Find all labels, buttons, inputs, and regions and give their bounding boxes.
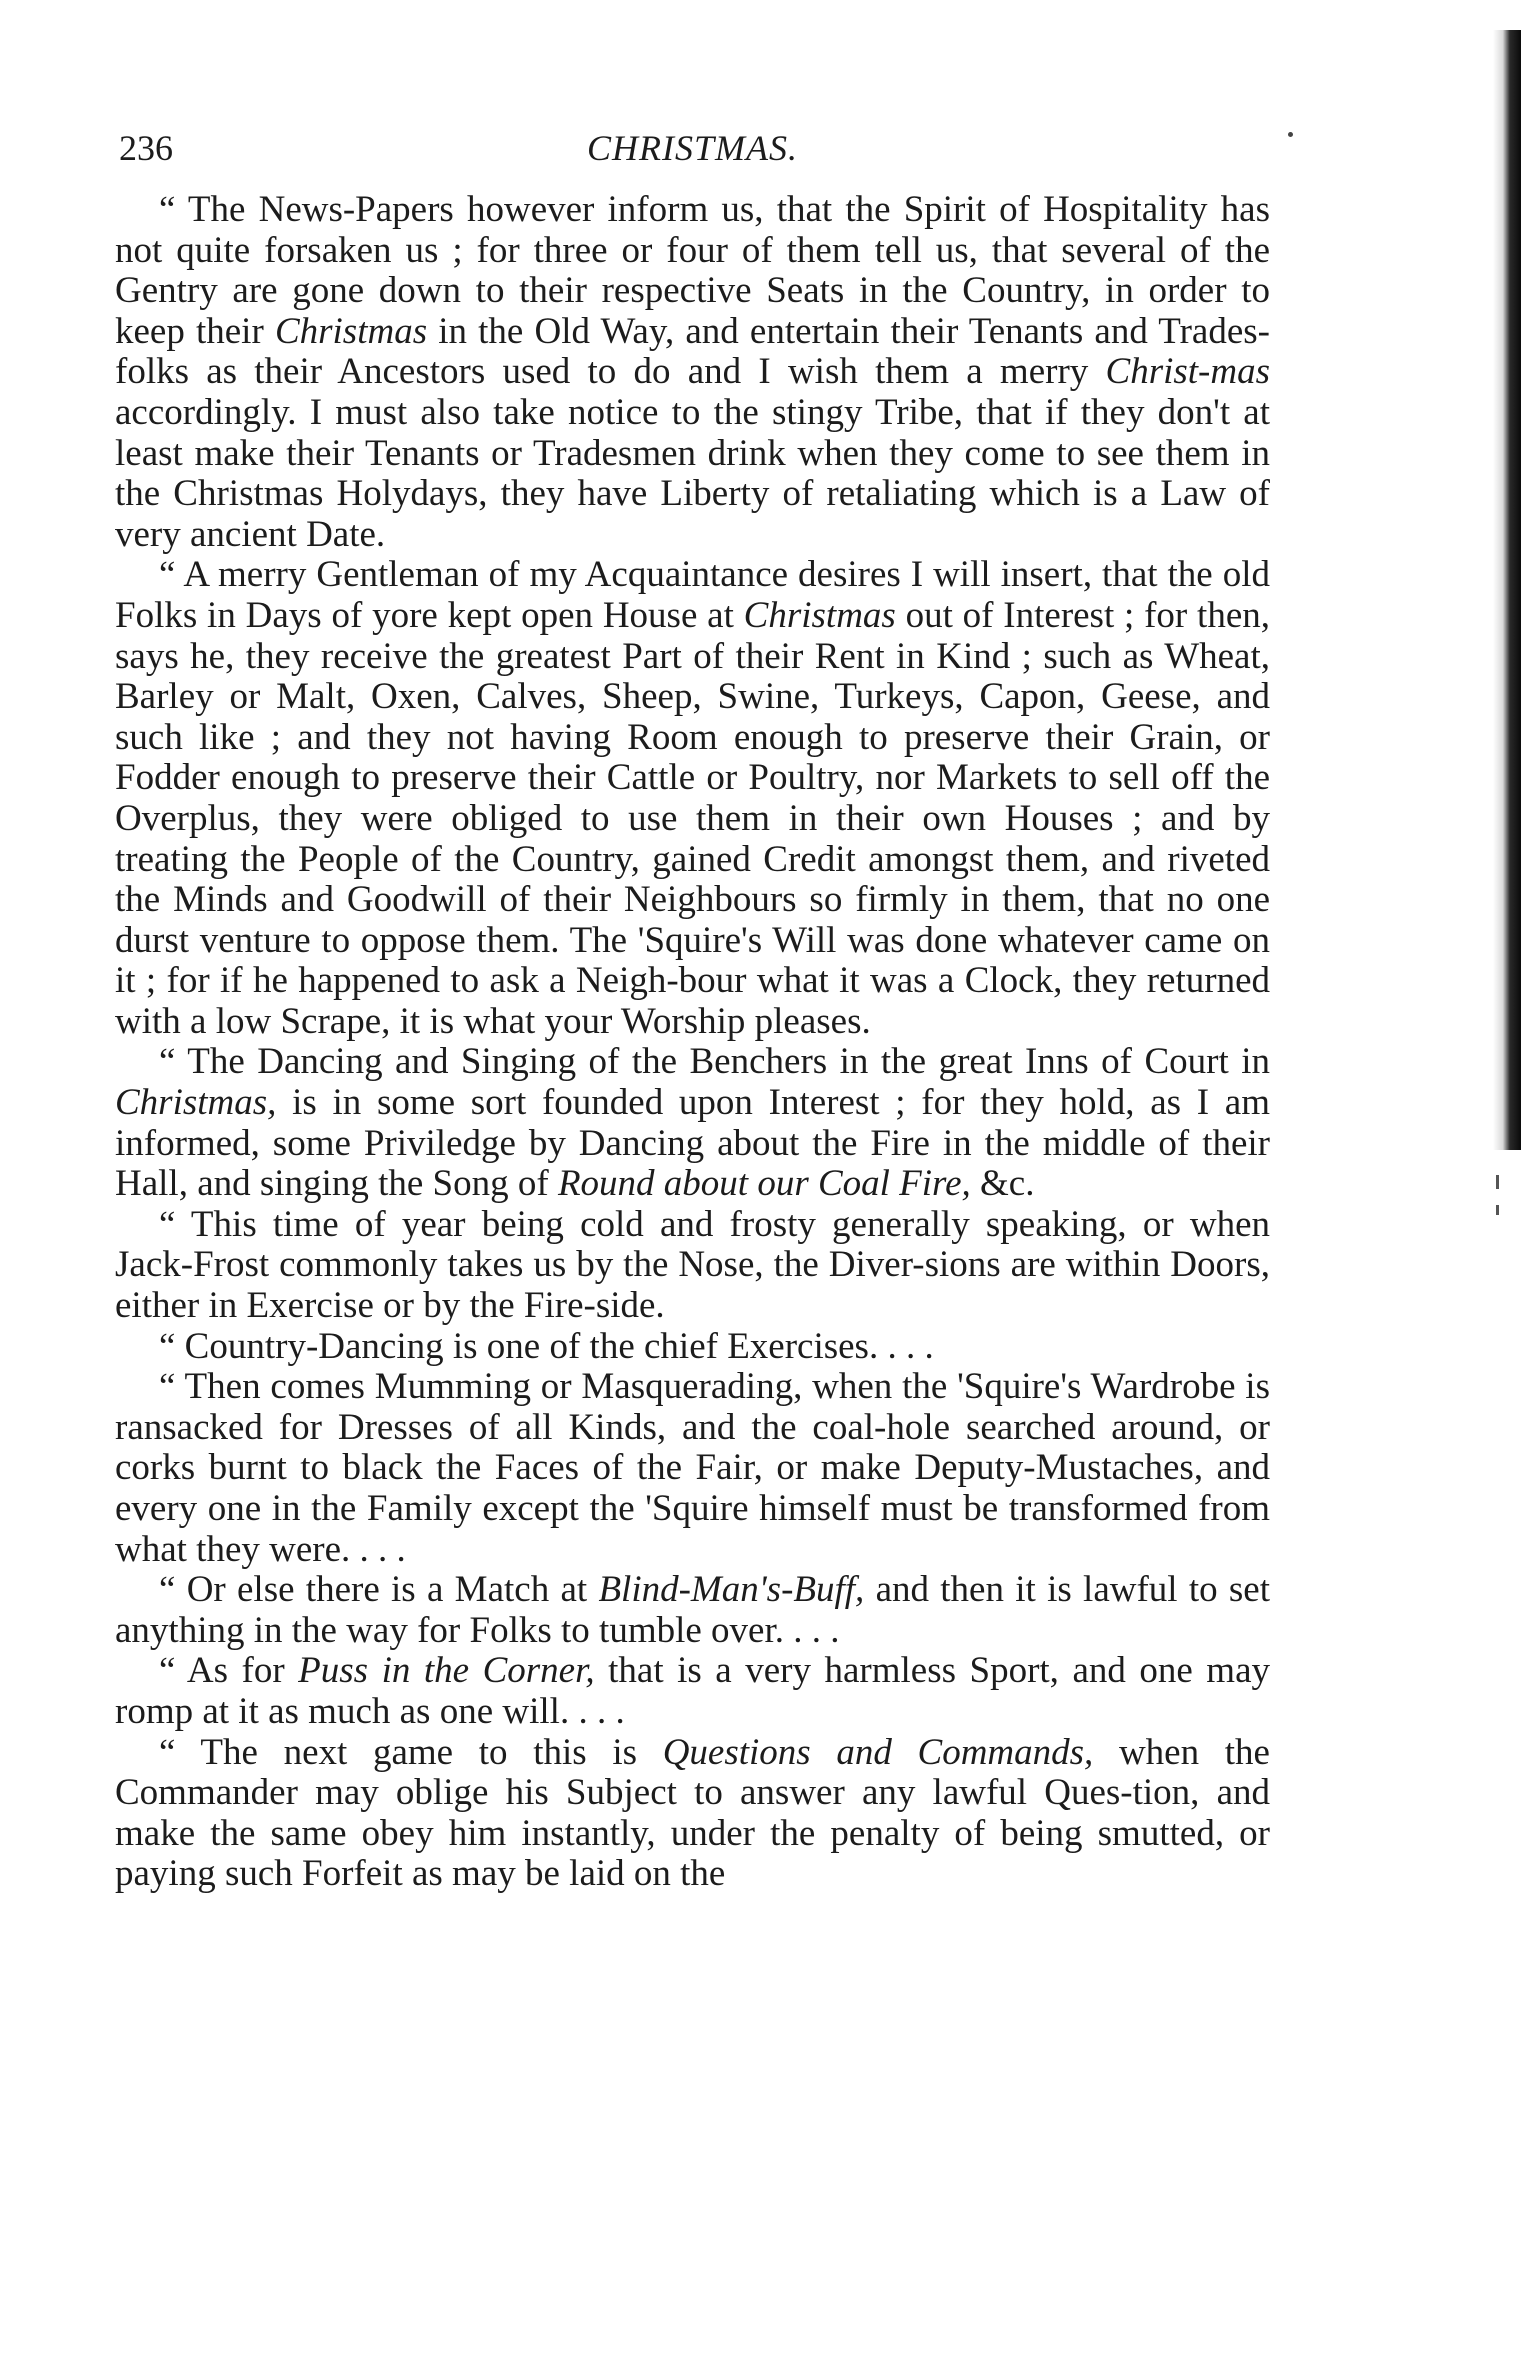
italic-text: Questions and Commands, bbox=[662, 1731, 1094, 1773]
text-run: “ This time of year being cold and frosty generally speaking, or when Jack-Frost commonly takes us by the Nose, the Diver-sions are within Doors, either in Exercise or by the Fire-side. bbox=[115, 1203, 1270, 1327]
paragraph bbox=[115, 1733, 1270, 1895]
text-run: out of Interest ; for then, says he, they receive the greatest Part of their Rent in Kind ; such as Wheat, Barley or Malt, Oxen, Calves, Sheep, Swine, Turkeys, Capon, Geese, and such like ; and they not having Room enough to preserve their Grain, or Fodder enough to preserve their Cattle or Poultry, nor Markets to sell off the Overplus, they were obliged to use them in their own Houses ; and by treating the People of the Country, gained Credit amongst them, and riveted the Minds and Goodwill of their Neighbours so firmly in them, that no one durst venture to oppose them. The 'Squire's Will was done whatever came on it ; for if he happened to ask a Neigh-bour what it was a Clock, they returned with a low Scrape, it is what your Worship pleases. bbox=[115, 594, 1270, 1042]
text-run: “ Then comes Mumming or Masquerading, when the 'Squire's Wardrobe is ransacked for Dresses of all Kinds, and the coal-hole searched around, or corks burnt to black the Faces of the Fair, or make Deputy-Mustaches, and every one in the Family except the 'Squire himself must be transformed from what they were. . . . bbox=[115, 1366, 1270, 1570]
text-run: “ Country-Dancing is one of the chief Exercises. . . . bbox=[159, 1325, 934, 1367]
page-speck bbox=[1288, 132, 1293, 137]
text-run: “ A merry Gentleman of my Acquaintance desires I will insert, that the old Folks in Days of yore kept open House at bbox=[115, 554, 1270, 636]
text-run: “ As for bbox=[159, 1650, 299, 1692]
italic-text: Blind-Man's-Buff, bbox=[598, 1569, 865, 1611]
italic-text: Puss in the Corner, bbox=[298, 1650, 595, 1692]
page-header bbox=[115, 118, 1270, 178]
italic-text: Christ-mas bbox=[1105, 351, 1270, 393]
paragraph bbox=[115, 1367, 1270, 1570]
body-text bbox=[115, 190, 1270, 1895]
italic-text: Christmas, bbox=[115, 1082, 277, 1124]
text-run: “ The next game to this is bbox=[159, 1731, 663, 1773]
paragraph bbox=[115, 1570, 1270, 1651]
scan-speck bbox=[1496, 1175, 1499, 1189]
page-number: 236 bbox=[119, 128, 173, 168]
scan-speck bbox=[1496, 1205, 1499, 1215]
paragraph bbox=[115, 1651, 1270, 1732]
paragraph bbox=[115, 190, 1270, 555]
text-run: when the Commander may oblige his Subject to answer any lawful Ques-tion, and make the same obey him instantly, under the penalty of being smutted, or paying such Forfeit as may be laid on the bbox=[115, 1731, 1270, 1895]
text-run: “ Or else there is a Match at bbox=[159, 1569, 599, 1611]
book-page bbox=[115, 118, 1270, 1895]
paragraph bbox=[115, 1327, 1270, 1368]
running-title: CHRISTMAS. bbox=[587, 128, 798, 168]
paragraph bbox=[115, 1042, 1270, 1204]
text-run: accordingly. I must also take notice to the stingy Tribe, that if they don't at least make their Tenants or Tradesmen drink when they come to see them in the Christmas Holydays, they have Liberty of retaliating which is a Law of very ancient Date. bbox=[115, 391, 1270, 555]
paragraph bbox=[115, 555, 1270, 1042]
text-run: and then it is lawful to set anything in the way for Folks to tumble over. . . . bbox=[115, 1569, 1270, 1651]
text-run: “ The News-Papers however inform us, that the Spirit of Hospitality has not quite forsaken us ; for three or four of them tell us, that several of the Gentry are gone down to their respective Seats in the Country, in order to keep their bbox=[115, 189, 1270, 352]
text-run: is in some sort founded upon Interest ; for they hold, as I am informed, some Priviledge by Dancing about the Fire in the middle of their Hall, and singing the Song of bbox=[115, 1082, 1270, 1205]
italic-text: Round about our Coal Fire, bbox=[557, 1163, 971, 1205]
italic-text: Christmas bbox=[743, 594, 896, 636]
text-run: that is a very harmless Sport, and one may romp at it as much as one will. . . . bbox=[115, 1650, 1270, 1732]
scan-binding-edge bbox=[1493, 30, 1521, 1150]
text-run: &c. bbox=[970, 1163, 1035, 1205]
paragraph bbox=[115, 1205, 1270, 1327]
text-run: “ The Dancing and Singing of the Benchers in the great Inns of Court in bbox=[159, 1041, 1270, 1083]
text-run: in the Old Way, and entertain their Tenants and Trades-folks as their Ancestors used to do and I wish them a merry bbox=[115, 310, 1270, 393]
italic-text: Christmas bbox=[274, 310, 428, 352]
